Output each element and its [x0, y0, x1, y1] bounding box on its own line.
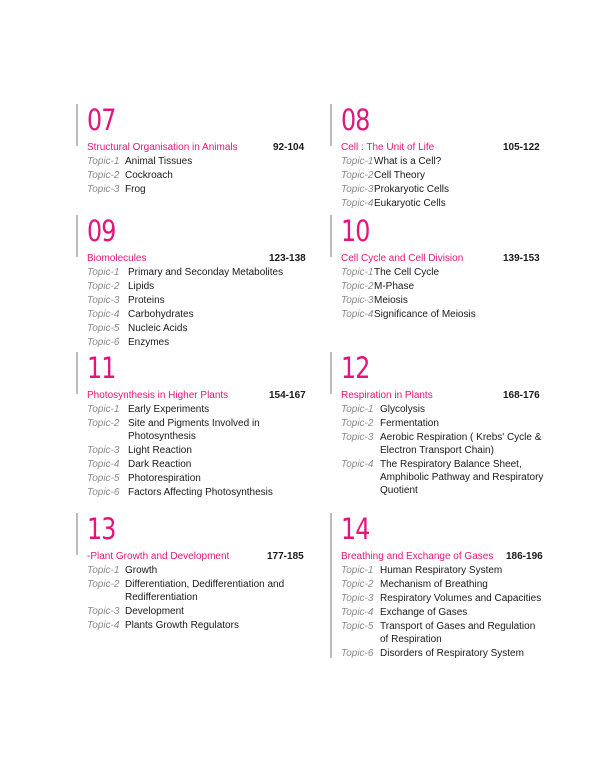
chapter-pages: 123-138	[269, 253, 306, 264]
topic-item[interactable]	[87, 322, 309, 335]
chapter-pages: 177-185	[267, 551, 304, 562]
topic-name: Lipids	[128, 281, 155, 292]
topic-name: Nucleic Acids	[128, 323, 188, 334]
topic-item[interactable]	[87, 619, 309, 632]
chapter-title[interactable]: -Plant Growth and Development	[87, 551, 230, 562]
chapter-pages: 186-196	[506, 551, 543, 562]
topic-label: Topic-4	[87, 459, 120, 470]
topic-name: Site and Pigments Involved in Photosynthesis	[128, 418, 260, 442]
topic-item[interactable]	[87, 266, 309, 279]
chapter-divider	[76, 513, 78, 555]
topic-item[interactable]	[341, 294, 563, 307]
topic-name: Transport of Gases and Regulation of Respiration	[380, 621, 536, 645]
topic-name: Animal Tissues	[125, 156, 193, 167]
topic-label: Topic-3	[87, 295, 120, 306]
topic-name: Prokaryotic Cells	[374, 184, 450, 195]
topic-name: What is a Cell?	[374, 156, 442, 167]
topic-name: Growth	[125, 565, 158, 576]
topic-list	[87, 564, 309, 633]
topic-label: Topic-3	[341, 184, 374, 195]
topic-item[interactable]	[341, 417, 563, 430]
chapter-divider	[76, 215, 78, 257]
topic-label: Topic-1	[87, 267, 120, 278]
topic-name: Plants Growth Regulators	[125, 620, 239, 631]
chapter-title[interactable]: Cell Cycle and Cell Division	[341, 253, 464, 264]
topic-name: Carbohydrates	[128, 309, 194, 320]
chapter-divider	[330, 104, 332, 146]
topic-label: Topic-5	[87, 473, 120, 484]
chapter-pages: 154-167	[269, 390, 306, 401]
topic-name: The Respiratory Balance Sheet, Amphibolic Pathway and Respiratory Quotient	[380, 459, 544, 496]
topic-label: Topic-4	[341, 198, 374, 209]
chapter-number: 13	[87, 512, 116, 546]
chapter-divider	[76, 104, 78, 146]
topic-name: Early Experiments	[128, 404, 210, 415]
topic-name: Disorders of Respiratory System	[380, 648, 524, 659]
topic-name: Eukaryotic Cells	[374, 198, 446, 209]
topic-label: Topic-4	[87, 309, 120, 320]
topic-item[interactable]	[87, 403, 309, 416]
chapter-pages: 105-122	[503, 142, 540, 153]
topic-label: Topic-1	[341, 267, 374, 278]
topic-item[interactable]	[87, 486, 309, 499]
topic-label: Topic-1	[87, 404, 120, 415]
topic-name: Aerobic Respiration ( Krebs' Cycle & Electron Transport Chain)	[380, 432, 542, 456]
chapter-divider	[76, 352, 78, 394]
topic-label: Topic-2	[341, 418, 374, 429]
topic-label: Topic-2	[87, 418, 120, 429]
topic-list	[87, 266, 309, 350]
topic-label: Topic-3	[341, 432, 374, 443]
topic-list	[341, 266, 563, 322]
topic-item[interactable]	[341, 197, 563, 210]
topic-name: Cell Theory	[374, 170, 425, 181]
topic-name: Differentiation, Dedifferentiation and Redifferentiation	[125, 579, 285, 603]
chapter-number: 12	[341, 351, 370, 385]
topic-label: Topic-4	[87, 620, 120, 631]
chapter-divider	[330, 513, 332, 658]
topic-name: Fermentation	[380, 418, 439, 429]
chapter-pages: 168-176	[503, 390, 540, 401]
topic-name: Significance of Meiosis	[374, 309, 476, 320]
topic-name: The Cell Cycle	[374, 267, 440, 278]
chapter-number: 10	[341, 214, 370, 248]
topic-item[interactable]	[341, 564, 563, 577]
topic-label: Topic-1	[87, 565, 120, 576]
topic-name: Dark Reaction	[128, 459, 192, 470]
topic-item[interactable]	[87, 308, 309, 321]
topic-label: Topic-6	[87, 337, 120, 348]
topic-label: Topic-2	[87, 579, 120, 590]
topic-item[interactable]	[341, 431, 563, 457]
topic-item[interactable]	[87, 444, 309, 457]
chapter-number: 09	[87, 214, 116, 248]
topic-item[interactable]	[341, 155, 563, 168]
topic-label: Topic-1	[341, 404, 374, 415]
topic-label: Topic-3	[341, 593, 374, 604]
topic-label: Topic-2	[87, 170, 120, 181]
topic-name: Enzymes	[128, 337, 170, 348]
chapter-divider	[330, 352, 332, 394]
topic-label: Topic-3	[341, 295, 374, 306]
topic-item[interactable]	[341, 578, 563, 591]
topic-name: Glycolysis	[380, 404, 426, 415]
topic-label: Topic-2	[341, 170, 374, 181]
topic-item[interactable]	[341, 458, 563, 497]
chapter-title[interactable]: Structural Organisation in Animals	[87, 142, 238, 153]
topic-label: Topic-3	[87, 606, 120, 617]
topic-name: Respiratory Volumes and Capacities	[380, 593, 542, 604]
chapter-number: 11	[87, 351, 116, 385]
chapter-title[interactable]: Cell : The Unit of Life	[341, 142, 435, 153]
topic-list	[341, 403, 563, 498]
topic-name: Frog	[125, 184, 146, 195]
topic-label: Topic-2	[87, 281, 120, 292]
topic-item[interactable]	[341, 647, 563, 660]
chapter-number: 08	[341, 103, 370, 137]
topic-label: Topic-6	[87, 487, 120, 498]
topic-label: Topic-3	[87, 445, 120, 456]
topic-item[interactable]	[341, 606, 563, 619]
chapter-title[interactable]: Biomolecules	[87, 253, 147, 264]
topic-label: Topic-2	[341, 579, 374, 590]
topic-name: Light Reaction	[128, 445, 192, 456]
topic-list	[341, 564, 563, 661]
topic-item[interactable]	[341, 266, 563, 279]
topic-label: Topic-6	[341, 648, 374, 659]
chapter-number: 14	[341, 512, 370, 546]
topic-label: Topic-4	[341, 459, 374, 470]
chapter-pages: 92-104	[273, 142, 305, 153]
chapter-title[interactable]: Breathing and Exchange of Gases	[341, 551, 494, 562]
topic-name: Mechanism of Breathing	[380, 579, 488, 590]
topic-name: Cockroach	[125, 170, 173, 181]
topic-item[interactable]	[87, 458, 309, 471]
topic-item[interactable]	[87, 564, 309, 577]
topic-name: Factors Affecting Photosynthesis	[128, 487, 273, 498]
chapter-title[interactable]: Photosynthesis in Higher Plants	[87, 390, 229, 401]
topic-name: Proteins	[128, 295, 165, 306]
topic-name: Primary and Seconday Metabolites	[128, 267, 284, 278]
topic-name: Meiosis	[374, 295, 408, 306]
topic-label: Topic-4	[341, 607, 374, 618]
topic-item[interactable]	[341, 592, 563, 605]
topic-label: Topic-5	[87, 323, 120, 334]
topic-item[interactable]	[87, 183, 309, 196]
chapter-pages: 139-153	[503, 253, 540, 264]
topic-item[interactable]	[341, 169, 563, 182]
topic-item[interactable]	[341, 308, 563, 321]
chapter-divider	[330, 215, 332, 257]
topic-label: Topic-1	[341, 565, 374, 576]
topic-name: M-Phase	[374, 281, 415, 292]
topic-label: Topic-3	[87, 184, 120, 195]
topic-item[interactable]	[341, 403, 563, 416]
topic-item[interactable]	[87, 472, 309, 485]
topic-item[interactable]	[87, 155, 309, 168]
topic-list	[341, 155, 563, 211]
chapter-title[interactable]: Respiration in Plants	[341, 390, 433, 401]
topic-item[interactable]	[87, 578, 309, 604]
topic-item[interactable]	[341, 620, 563, 646]
topic-item[interactable]	[87, 336, 309, 349]
topic-item[interactable]	[87, 294, 309, 307]
topic-item[interactable]	[87, 605, 309, 618]
topic-item[interactable]	[87, 280, 309, 293]
topic-item[interactable]	[341, 183, 563, 196]
topic-item[interactable]	[87, 417, 309, 443]
topic-label: Topic-1	[341, 156, 374, 167]
topic-list	[87, 155, 309, 197]
topic-name: Exchange of Gases	[380, 607, 468, 618]
topic-label: Topic-5	[341, 621, 374, 632]
topic-label: Topic-2	[341, 281, 374, 292]
topic-name: Development	[125, 606, 184, 617]
topic-label: Topic-1	[87, 156, 120, 167]
topic-item[interactable]	[87, 169, 309, 182]
topic-item[interactable]	[341, 280, 563, 293]
chapter-number: 07	[87, 103, 116, 137]
topic-label: Topic-4	[341, 309, 374, 320]
topic-name: Photorespiration	[128, 473, 201, 484]
topic-name: Human Respiratory System	[380, 565, 503, 576]
topic-list	[87, 403, 309, 500]
